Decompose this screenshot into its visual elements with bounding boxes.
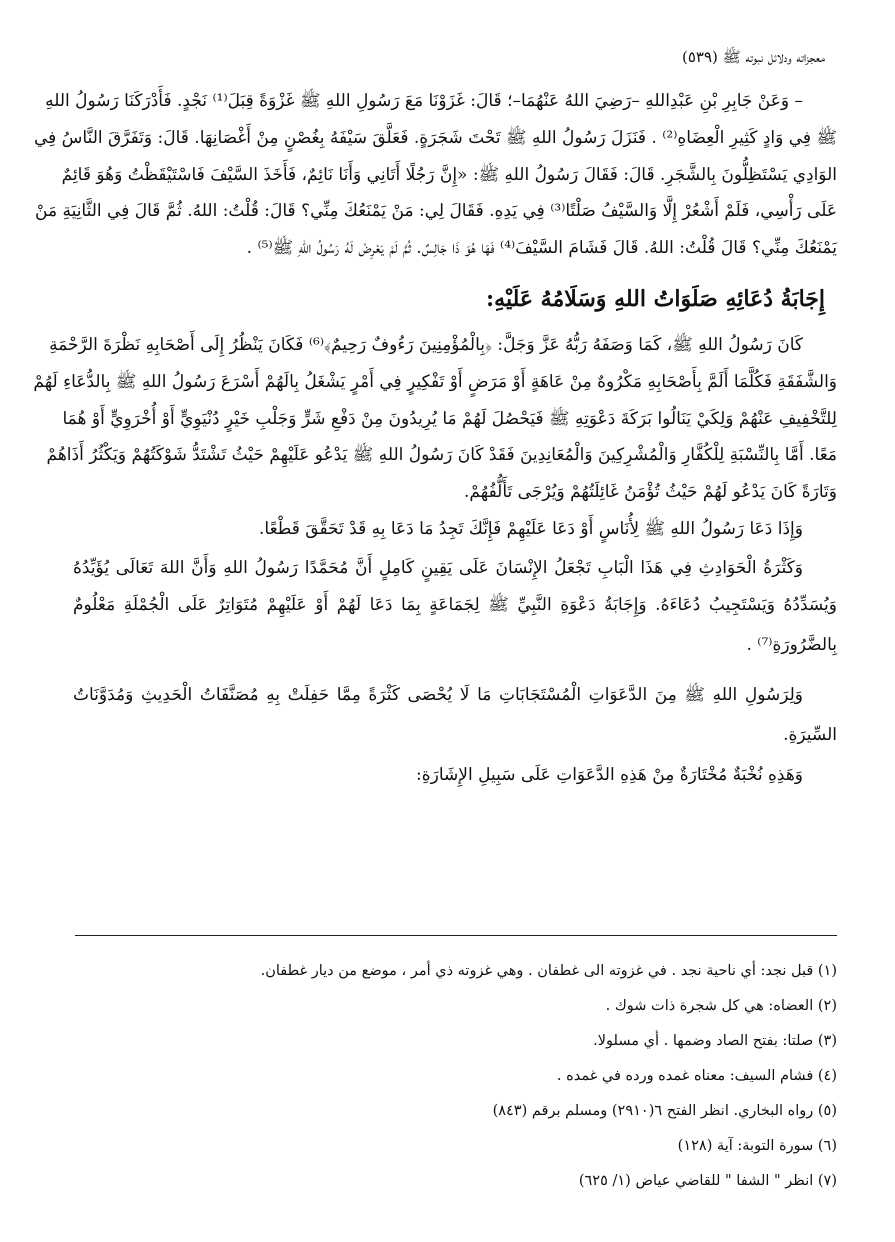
footnote: (١) قبل نجد: أي ناحية نجد . في غزوته الى غطفان . وهي غزوته ذي أمر ، موضع من ديار غطفان. — [260, 963, 837, 979]
body-line: الوَادِي يَسْتَظِلُّونَ بِالشَّجَرِ. قَالَ: فَقَالَ رَسُولُ اللهِ ﷺ: «إِنَّ رَجُلًا أَتَانِي وَأَنَا نَائِمٌ، فَأَخَذَ السَّيْفَ فَاسْتَيْقَظْتُ وَهُوَ قَائِمٌ — [61, 165, 837, 185]
body-line: وَتَارَةً كَانَ يَدْعُو لَهُمْ حَيْثُ تُؤْمَنُ غَائِلَتُهُمْ وَيُرْجَى تَأَلُّفُهُمْ. — [464, 482, 837, 502]
header-title: معجزاته ودلائل نبوته ﷺ — [722, 48, 825, 66]
body-line: وَكَثْرَةُ الْحَوَادِثِ فِي هَذَا الْبَابِ تَجْعَلُ الإِنْسَانَ عَلَى يَقِينٍ كَامِلٍ أَنَّ مُحَمَّدًا رَسُولُ اللهِ وَأَنَّ اللهَ تَعَالَى يُؤَيِّدُهُ — [73, 558, 803, 578]
body-line: بِالضَّرُورَةِ⁽⁷⁾ . — [746, 635, 837, 655]
body-line: مَعًا. أَمَّا بِالنِّسْبَةِ لِلْكُفَّارِ وَالْمُشْرِكِينَ وَالْمُعَانِدِينَ فَقَدْ كَانَ رَسُولُ اللهِ ﷺ يَدْعُو عَلَيْهِمْ حَيْثُ تَشْتَدُّ شَوْكَتُهُمْ وَيَكْثُرُ أَذَاهُمْ — [46, 445, 837, 465]
footnote: (٤) فشام السيف: معناه غمده ورده في غمده . — [556, 1068, 837, 1084]
body-line: وَيُسَدِّدُهُ وَيَسْتَجِيبُ دُعَاءَهُ. وَإِجَابَةُ دَعْوَةِ النَّبِيِّ ﷺ لِجَمَاعَةٍ بِمَا دَعَا لَهُمْ أَوْ عَلَيْهِمْ مُتَوَاتِرٌ عَلَى الْجُمْلَةِ مَعْلُومٌ — [73, 595, 837, 615]
body-line: وَهَذِهِ نُخْبَةٌ مُخْتَارَةٌ مِنْ هَذِهِ الدَّعَوَاتِ عَلَى سَبِيلِ الإِشَارَةِ: — [415, 765, 803, 785]
footnote: (٦) سورة التوبة: آية (١٢٨) — [677, 1138, 837, 1154]
body-line: عَلَى رَأْسِي، فَلَمْ أَشْعُرْ إِلَّا وَالسَّيْفُ صَلْتًا⁽³⁾ فِي يَدِهِ. فَقَالَ لِي: مَنْ يَمْنَعُكَ مِنِّي؟ قَالَ: قُلْتُ: اللهُ. ثُمَّ قَالَ فِي الثَّانِيَةِ مَنْ — [35, 201, 837, 221]
page-number: (٥٣٩) — [681, 48, 718, 66]
body-line: السِّيرَةِ. — [783, 725, 837, 745]
footnote: (٣) صلتا: بفتح الصاد وضمها . أي مسلولا. — [593, 1033, 837, 1049]
running-header — [682, 48, 825, 70]
body-line: لِلتَّخْفِيفِ عَنْهُمْ وَلِكَيْ يَنَالُوا بَرَكَةَ دَعْوَتِهِ ﷺ فَيَحْصُلَ لَهُمْ مَا يُرِيدُونَ مِنْ دَفْعِ شَرٍّ وَجَلْبِ خَيْرٍ دُنْيَوِيٍّ أَوْ أُخْرَوِيٍّ أَوْ هُمَا — [62, 409, 837, 429]
body-line: – وَعَنْ جَابِرِ بْنِ عَبْدِاللهِ –رَضِيَ اللهُ عَنْهُمَا–؛ قَالَ: غَزَوْنَا مَعَ رَسُولِ اللهِ ﷺ غَزْوَةً قِبَلَ⁽¹⁾ نَجْدٍ. فَأَدْرَكَنَا رَسُولُ اللهِ — [45, 91, 803, 111]
footnote: (٢) العضاه: هي كل شجرة ذات شوك . — [605, 998, 837, 1014]
body-line: ﷺ فِي وَادٍ كَثِيرِ الْعِضَاهِ⁽²⁾ . فَنَزَلَ رَسُولُ اللهِ ﷺ تَحْتَ شَجَرَةٍ. فَعَلَّقَ سَيْفَهُ بِغُصْنٍ مِنْ أَغْصَانِهَا. قَالَ: وَتَفَرَّقَ النَّاسُ فِي — [33, 128, 837, 148]
body-line: وَإِذَا دَعَا رَسُولُ اللهِ ﷺ لِأُنَاسٍ أَوْ دَعَا عَلَيْهِمْ فَإِنَّكَ تَجِدُ مَا دَعَا بِهِ قَدْ تَحَقَّقَ قَطْعًا. — [259, 519, 803, 539]
footnote-separator — [75, 935, 837, 936]
body-line: كَانَ رَسُولُ اللهِ ﷺ، كَمَا وَصَفَهُ رَبُّهُ عَزَّ وَجَلَّ: ﴿بِالْمُؤْمِنِينَ رَءُوفٌ رَحِيمٌ﴾⁽⁶⁾ فَكَانَ يَنْظُرُ إِلَى أَصْحَابِهِ نَظْرَةَ الرَّحْمَةِ — [49, 335, 803, 355]
body-line: يَمْنَعُكَ مِنِّي؟ قَالَ قُلْتُ: اللهُ. قَالَ فَشَامَ السَّيْفَ⁽⁴⁾ فَهَا هُوَ ذَا جَالِسٌ. ثُمَّ لَمْ يَعْرِضْ لَهُ رَسُولُ اللهِ ﷺ⁽⁵⁾ . — [246, 238, 837, 258]
footnote: (٥) رواه البخاري. انظر الفتح ٦(٢٩١٠) ومسلم برقم (٨٤٣) — [492, 1103, 837, 1119]
footnote: (٧) انظر " الشفا " للقاضي عياض (١/ ٦٢٥) — [578, 1173, 837, 1189]
body-line: وَلِرَسُولِ اللهِ ﷺ مِنَ الدَّعَوَاتِ الْمُسْتَجَابَاتِ مَا لَا يُحْصَى كَثْرَةً مِمَّا حَفِلَتْ بِهِ مُصَنَّفَاتُ الْحَدِيثِ وَمُدَوَّنَاتُ — [73, 685, 803, 705]
section-heading: إِجَابَةُ دُعَائِهِ صَلَوَاتُ اللهِ وَسَلَامُهُ عَلَيْهِ: — [486, 286, 825, 312]
body-line: وَالشَّفَقَةِ فَكُلَّمَا أَلَمَّ بِأَصْحَابِهِ مَكْرُوهٌ مِنْ عَاهَةٍ أَوْ مَرَضٍ أَوْ تَفْكِيرٍ فِي أَمْرٍ يَشْغَلُ بِالَهُمْ أَسْرَعَ رَسُولُ اللهِ ﷺ بِالدُّعَاءِ لَهُمْ — [33, 372, 837, 392]
